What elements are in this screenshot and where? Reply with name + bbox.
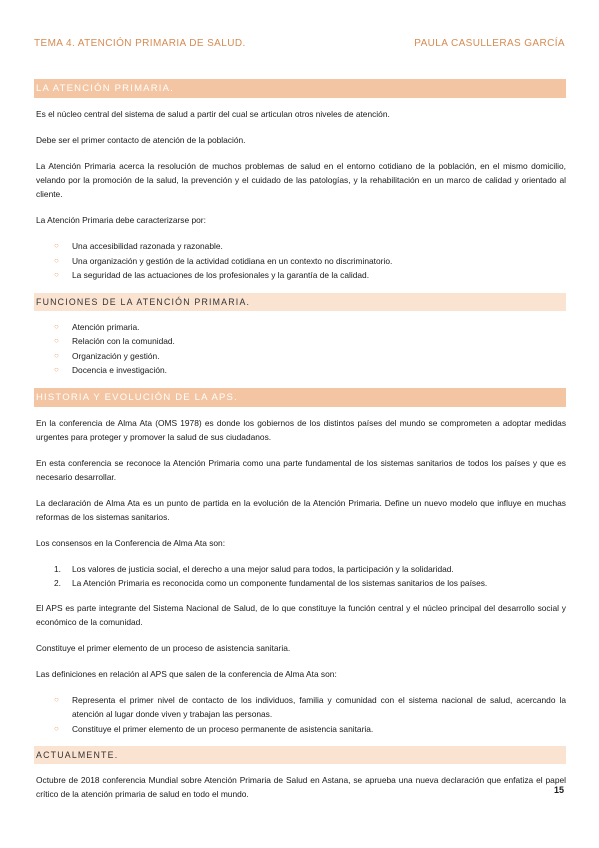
list-item: 2. La Atención Primaria es reconocida como un componente fundamental de los sistemas sanitarios de los países.	[54, 578, 488, 588]
paragraph: Debe ser el primer contacto de atención de la población.	[36, 135, 246, 145]
page-content	[34, 79, 566, 813]
circle-bullet-icon: ○	[54, 336, 59, 345]
list-item: ○ Atención primaria.	[54, 320, 566, 335]
list-item: ○ Organización y gestión.	[54, 349, 566, 364]
list-item: 1. Los valores de justicia social, el derecho a una mejor salud para todos, la participación y la solidaridad.	[54, 563, 454, 574]
section-heading-funciones: FUNCIONES DE LA ATENCIÓN PRIMARIA.	[34, 293, 566, 311]
list-item: ○ Representa el primer nivel de contacto de los individuos, familia y comunidad con el sistema nacional de salud, acercando la atención al lugar donde viven y trabajan las personas.	[54, 694, 566, 719]
paragraph: La Atención Primaria debe caracterizarse por:	[36, 215, 206, 225]
section-heading-historia: HISTORIA Y EVOLUCIÓN DE LA APS.	[34, 388, 566, 407]
page-number: 15	[553, 785, 564, 795]
circle-bullet-icon: ○	[54, 321, 59, 331]
paragraph: Octubre de 2018 conferencia Mundial sobre Atención Primaria de Salud en Astana, se aprueba una nueva declaración que enfatiza el papel crítico de la atención primaria de salud en todo el mundo.	[36, 775, 566, 799]
bullet-list	[34, 320, 566, 378]
list-item: ○ Docencia e investigación.	[54, 363, 566, 378]
paragraph: Los consensos en la Conferencia de Alma Ata son:	[36, 537, 226, 548]
document-title: TEMA 4. ATENCIÓN PRIMARIA DE SALUD.	[34, 38, 246, 49]
author-name: PAULA CASULLERAS GARCÍA	[414, 38, 565, 49]
circle-bullet-icon: ○	[54, 241, 59, 250]
circle-bullet-icon: ○	[54, 694, 59, 704]
paragraph: En esta conferencia se reconoce la Atención Primaria como una parte fundamental de los sistemas sanitarios de todos los países y que es necesario desarrollar.	[36, 457, 566, 482]
section-heading-atencion-primaria: LA ATENCIÓN PRIMARIA.	[34, 79, 566, 98]
paragraph: El APS es parte integrante del Sistema Nacional de Salud, de lo que constituye la función central y el núcleo principal del desarrollo social y económico de la comunidad.	[36, 602, 566, 627]
circle-bullet-icon: ○	[54, 365, 59, 374]
numbered-list	[34, 562, 566, 591]
circle-bullet-icon: ○	[54, 723, 59, 733]
bullet-list	[34, 239, 566, 283]
paragraph: Constituye el primer elemento de un proceso de asistencia sanitaria.	[36, 642, 291, 653]
paragraph: En la conferencia de Alma Ata (OMS 1978) es donde los gobiernos de los distintos países del mundo se comprometen a adoptar medidas urgentes para proteger y promover la salud de sus ciudadanos.	[36, 417, 566, 442]
page-header	[34, 38, 565, 54]
list-item: ○ Constituye el primer elemento de un proceso permanente de asistencia sanitaria.	[54, 722, 566, 737]
paragraph: Es el núcleo central del sistema de salud a partir del cual se articulan otros niveles de atención.	[36, 109, 390, 119]
paragraph: La Atención Primaria acerca la resolución de muchos problemas de salud en el entorno cotidiano de la población, en el mismo domicilio, velando por la promoción de la salud, la prevención y el cuidado de las patologías, y la rehabilitación en un marco de calidad y orientado al cliente.	[36, 161, 566, 199]
list-item: ○ Relación con la comunidad.	[54, 334, 566, 349]
circle-bullet-icon: ○	[54, 350, 59, 360]
paragraph: Las definiciones en relación al APS que salen de la conferencia de Alma Ata son:	[36, 668, 337, 679]
list-item: ○ Una organización y gestión de la actividad cotidiana en un contexto no discriminatorio.	[54, 254, 566, 269]
paragraph: La declaración de Alma Ata es un punto de partida en la evolución de la Atención Primaria. Define un nuevo modelo que influye en muchas reformas de los sistemas sanitarios.	[36, 497, 566, 522]
list-item: ○ Una accesibilidad razonada y razonable.	[54, 239, 566, 254]
list-item: ○ La seguridad de las actuaciones de los profesionales y la garantía de la calidad.	[54, 268, 566, 283]
bullet-list	[34, 693, 566, 737]
circle-bullet-icon: ○	[54, 255, 59, 265]
section-heading-actualmente: ACTUALMENTE.	[34, 746, 566, 764]
circle-bullet-icon: ○	[54, 270, 59, 279]
